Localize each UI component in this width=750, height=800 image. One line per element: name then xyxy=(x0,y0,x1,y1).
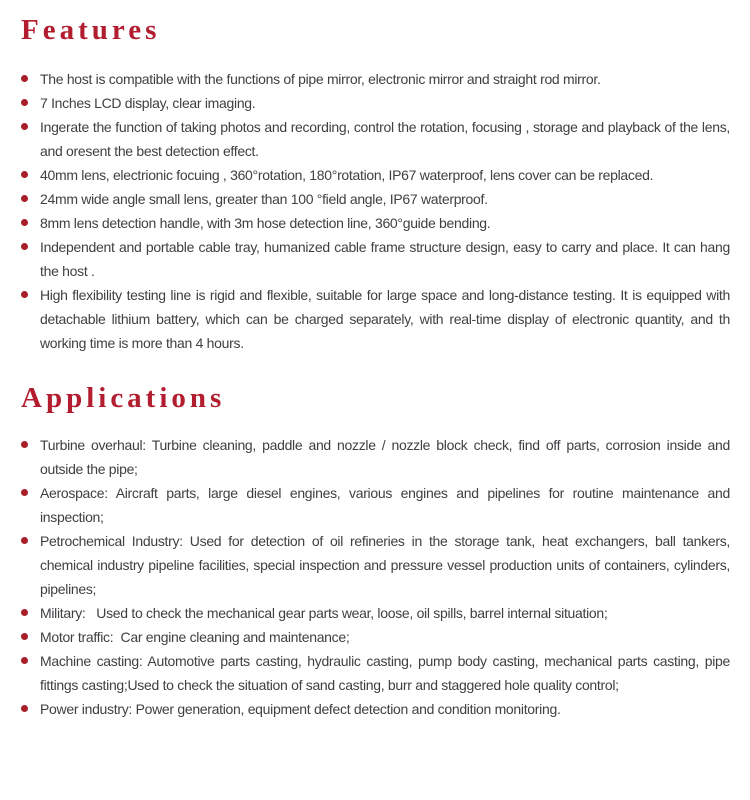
bullet-icon xyxy=(21,75,28,82)
bullet-icon xyxy=(21,633,28,640)
bullet-icon xyxy=(21,489,28,496)
feature-item xyxy=(21,115,730,163)
feature-item-text: 7 Inches LCD display, clear imaging. xyxy=(40,95,256,111)
bullet-icon xyxy=(21,195,28,202)
feature-item-text: Ingerate the function of taking photos and recording, control the rotation, focusing , storage and playback of the lens, and oresent the best detection effect. xyxy=(40,119,730,159)
application-item xyxy=(21,601,730,625)
feature-item-text: 24mm wide angle small lens, greater than 100 °field angle, IP67 waterproof. xyxy=(40,191,488,207)
application-item-text: Petrochemical Industry: Used for detection of oil refineries in the storage tank, heat exchangers, ball tankers, chemical industry pipeline facilities, special inspection and pressure vessel production units of containers, cylinders, pipelines; xyxy=(40,533,730,597)
application-item-text: Machine casting: Automotive parts casting, hydraulic casting, pump body casting, mechanical parts casting, pipe fittings casting;Used to check the situation of sand casting, burr and staggered hole quality control; xyxy=(40,653,730,693)
feature-item xyxy=(21,67,730,91)
application-item xyxy=(21,481,730,529)
application-item-text: Turbine overhaul: Turbine cleaning, paddle and nozzle / nozzle block check, find off parts, corrosion inside and outside the pipe; xyxy=(40,437,730,477)
bullet-icon xyxy=(21,171,28,178)
application-item-text: Military: Used to check the mechanical gear parts wear, loose, oil spills, barrel internal situation; xyxy=(40,605,608,621)
feature-item xyxy=(21,91,730,115)
bullet-icon xyxy=(21,291,28,298)
application-item xyxy=(21,433,730,481)
application-item xyxy=(21,529,730,601)
feature-item xyxy=(21,163,730,187)
features-heading: Features xyxy=(21,14,161,46)
application-item-text: Motor traffic: Car engine cleaning and maintenance; xyxy=(40,629,350,645)
application-item xyxy=(21,649,730,697)
application-item xyxy=(21,697,730,721)
feature-item xyxy=(21,283,730,355)
application-item-text: Aerospace: Aircraft parts, large diesel engines, various engines and pipelines for routine maintenance and inspection; xyxy=(40,485,730,525)
features-list xyxy=(21,67,730,355)
bullet-icon xyxy=(21,705,28,712)
applications-list xyxy=(21,433,730,721)
feature-item xyxy=(21,187,730,211)
applications-section xyxy=(21,380,730,721)
application-item xyxy=(21,625,730,649)
feature-item xyxy=(21,235,730,283)
features-section xyxy=(21,12,730,355)
feature-item-text: 40mm lens, electrionic focuing , 360°rotation, 180°rotation, IP67 waterproof, lens cover can be replaced. xyxy=(40,167,654,183)
bullet-icon xyxy=(21,441,28,448)
bullet-icon xyxy=(21,123,28,130)
bullet-icon xyxy=(21,219,28,226)
bullet-icon xyxy=(21,657,28,664)
bullet-icon xyxy=(21,537,28,544)
bullet-icon xyxy=(21,99,28,106)
applications-heading: Applications xyxy=(21,382,226,414)
feature-item-text: The host is compatible with the functions of pipe mirror, electronic mirror and straight rod mirror. xyxy=(40,71,601,87)
application-item-text: Power industry: Power generation, equipment defect detection and condition monitoring. xyxy=(40,701,561,717)
bullet-icon xyxy=(21,609,28,616)
feature-item-text: Independent and portable cable tray, humanized cable frame structure design, easy to carry and place. It can hang the host . xyxy=(40,239,730,279)
feature-item-text: 8mm lens detection handle, with 3m hose detection line, 360°guide bending. xyxy=(40,215,491,231)
bullet-icon xyxy=(21,243,28,250)
feature-item-text: High flexibility testing line is rigid and flexible, suitable for large space and long-distance testing. It is equipped with detachable lithium battery, which can be charged separately, with real-time display of electronic quantity, and th working time is more than 4 hours. xyxy=(40,287,730,351)
feature-item xyxy=(21,211,730,235)
